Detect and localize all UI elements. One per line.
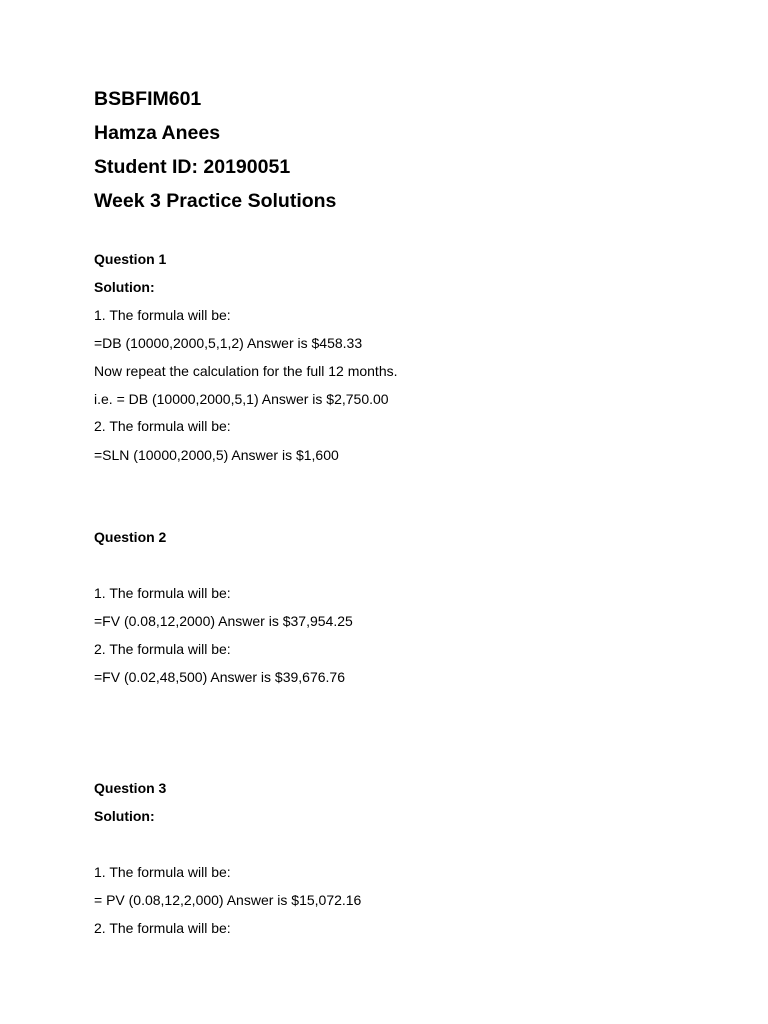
question-3-solution-label: Solution: (94, 808, 155, 824)
question-1-solution-label: Solution: (94, 279, 155, 295)
question-2-line: 1. The formula will be: (94, 585, 231, 601)
question-1-line: 2. The formula will be: (94, 418, 231, 434)
question-3-line: 1. The formula will be: (94, 864, 231, 880)
document-page (94, 0, 734, 1024)
question-3-heading: Question 3 (94, 780, 167, 796)
question-2-line: =FV (0.08,12,2000) Answer is $37,954.25 (94, 613, 353, 629)
student-id: Student ID: 20190051 (94, 156, 291, 178)
question-3-line: = PV (0.08,12,2,000) Answer is $15,072.16 (94, 892, 362, 908)
question-1-line: =DB (10000,2000,5,1,2) Answer is $458.33 (94, 335, 363, 351)
question-2-heading: Question 2 (94, 529, 167, 545)
question-2-line: 2. The formula will be: (94, 641, 231, 657)
question-1-line: =SLN (10000,2000,5) Answer is $1,600 (94, 447, 339, 463)
question-3-line: 2. The formula will be: (94, 920, 231, 936)
question-1-heading: Question 1 (94, 251, 167, 267)
question-1-line: i.e. = DB (10000,2000,5,1) Answer is $2,750.00 (94, 391, 389, 407)
student-name: Hamza Anees (94, 122, 221, 144)
question-1-line: Now repeat the calculation for the full 12 months. (94, 363, 398, 379)
course-code: BSBFIM601 (94, 88, 202, 110)
question-2-line: =FV (0.02,48,500) Answer is $39,676.76 (94, 669, 345, 685)
question-1-line: 1. The formula will be: (94, 307, 231, 323)
document-title: Week 3 Practice Solutions (94, 190, 337, 212)
